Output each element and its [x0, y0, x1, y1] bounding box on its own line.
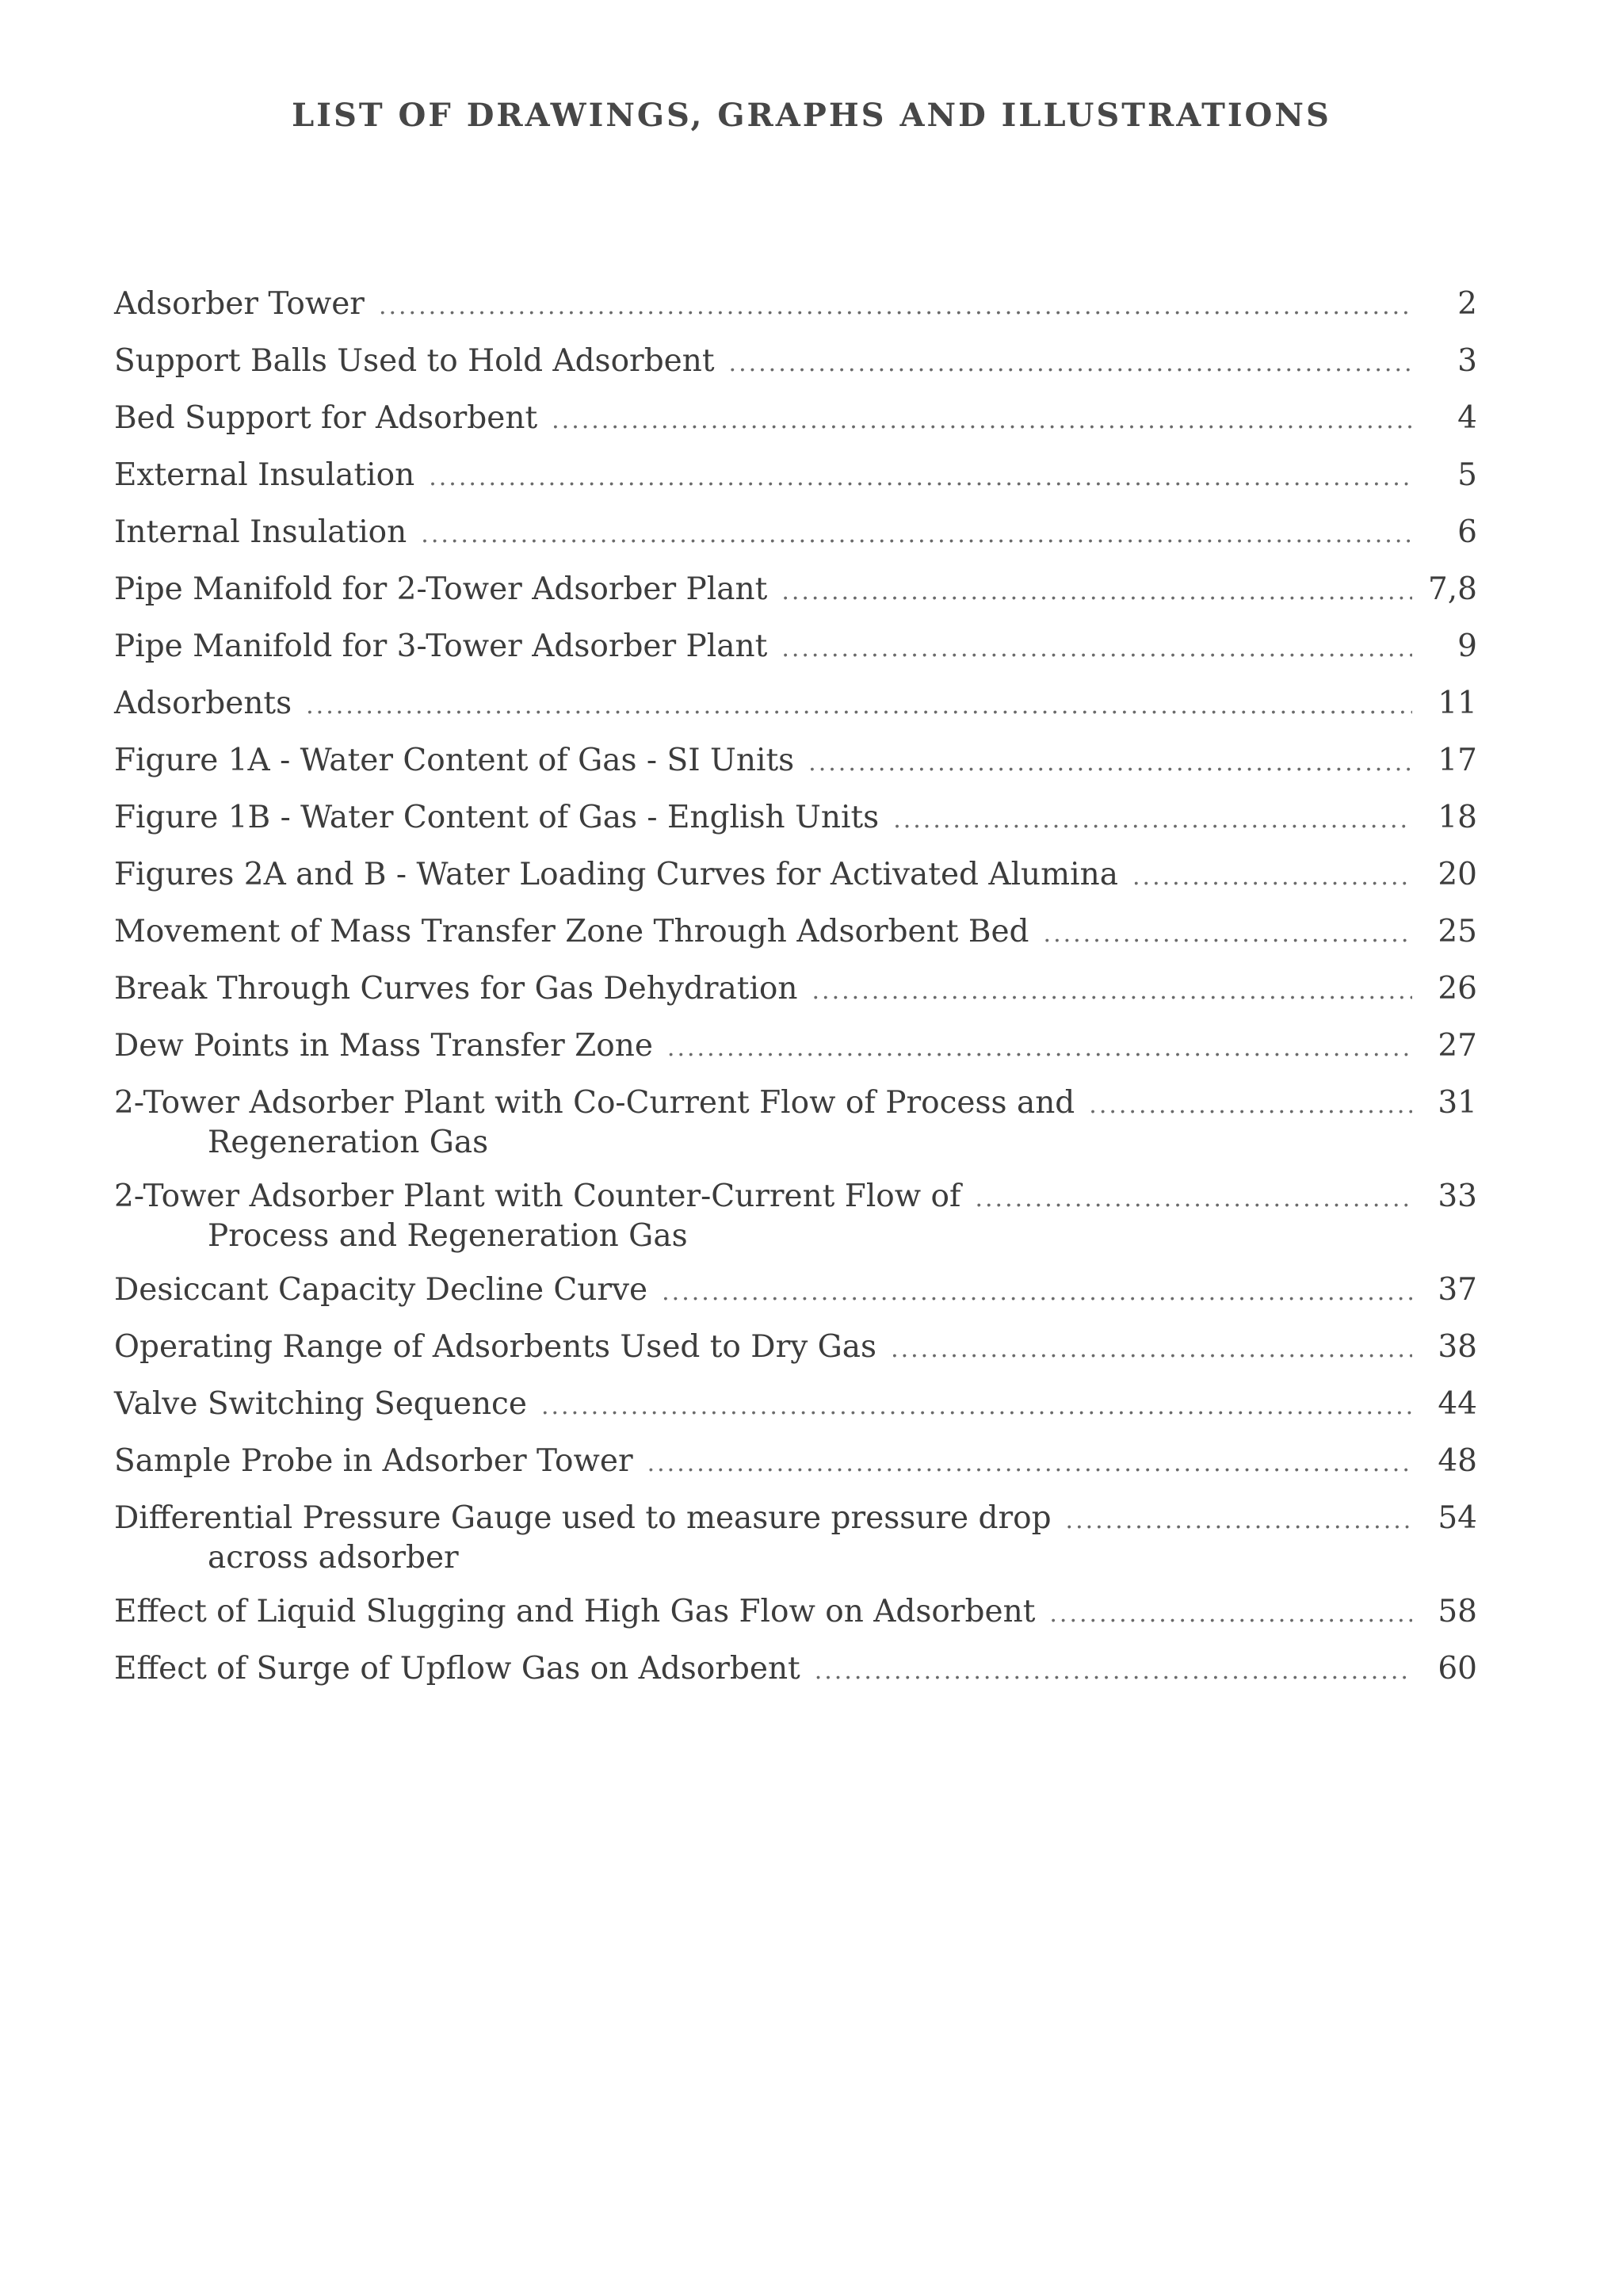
list-item-line	[114, 1028, 1477, 1064]
dot-leader	[1044, 920, 1412, 949]
list-item	[114, 286, 1477, 322]
dot-leader	[421, 521, 1412, 549]
page-number: 26	[1438, 971, 1477, 1007]
list-item	[114, 1594, 1477, 1629]
list-item-line	[114, 1500, 1477, 1536]
entry-title: Pipe Manifold for 2-Tower Adsorber Plant	[114, 571, 768, 607]
list-item	[114, 457, 1477, 493]
dot-leader	[429, 464, 1412, 492]
list-item-line	[114, 1443, 1477, 1479]
list-item	[114, 343, 1477, 379]
page-number: 4	[1457, 400, 1477, 436]
list-item-line	[114, 1594, 1477, 1629]
list-item-line	[114, 1272, 1477, 1308]
page-number: 60	[1438, 1651, 1477, 1687]
list-item-line	[114, 1386, 1477, 1422]
list-item-line	[114, 1329, 1477, 1365]
dot-leader	[1049, 1600, 1412, 1629]
page-number: 20	[1438, 857, 1477, 892]
entry-title: Movement of Mass Transfer Zone Through Adsorbent Bed	[114, 914, 1029, 949]
entry-title: Pipe Manifold for 3-Tower Adsorber Plant	[114, 628, 768, 664]
dot-leader	[306, 692, 1412, 720]
list-item-line	[114, 514, 1477, 550]
page-number: 11	[1438, 686, 1477, 721]
page-number: 31	[1438, 1085, 1477, 1121]
entry-title: Bed Support for Adsorbent	[114, 400, 538, 436]
list-item-line	[114, 971, 1477, 1007]
list-item	[114, 686, 1477, 721]
dot-leader	[781, 635, 1412, 663]
list-item-line	[114, 1651, 1477, 1687]
page-number: 33	[1438, 1179, 1477, 1214]
list-item	[114, 971, 1477, 1007]
page-number: 18	[1438, 800, 1477, 835]
list-item-line	[114, 1179, 1477, 1214]
list-item-line	[114, 914, 1477, 949]
list-item	[114, 1500, 1477, 1576]
entry-title: Valve Switching Sequence	[114, 1386, 527, 1422]
dot-leader	[812, 977, 1412, 1006]
list-item-line	[114, 286, 1477, 322]
illustrations-list	[114, 286, 1477, 1712]
entry-title: Operating Range of Adsorbents Used to Dry Gas	[114, 1329, 877, 1365]
list-item	[114, 571, 1477, 607]
dot-leader	[891, 1335, 1412, 1364]
dot-leader	[781, 578, 1412, 606]
page-number: 54	[1438, 1500, 1477, 1536]
entry-title: 2-Tower Adsorber Plant with Counter-Current Flow of	[114, 1179, 961, 1214]
list-item	[114, 914, 1477, 949]
list-item	[114, 1179, 1477, 1254]
entry-title: Effect of Liquid Slugging and High Gas Flow on Adsorbent	[114, 1594, 1036, 1629]
page-number: 2	[1457, 286, 1477, 322]
entry-title: Break Through Curves for Gas Dehydration	[114, 971, 798, 1007]
list-item	[114, 1443, 1477, 1479]
page-number: 5	[1457, 457, 1477, 493]
list-item	[114, 400, 1477, 436]
list-item	[114, 1651, 1477, 1687]
entry-title: 2-Tower Adsorber Plant with Co-Current Flow of Process and	[114, 1085, 1075, 1121]
list-item-line	[114, 457, 1477, 493]
dot-leader	[552, 407, 1412, 435]
entry-title: Differential Pressure Gauge used to measure pressure drop	[114, 1500, 1052, 1536]
dot-leader	[647, 1450, 1412, 1478]
page-number: 48	[1438, 1443, 1477, 1479]
list-item	[114, 1386, 1477, 1422]
page-title: LIST OF DRAWINGS, GRAPHS AND ILLUSTRATIONS	[292, 97, 1331, 134]
entry-title-continuation: across adsorber	[208, 1540, 459, 1576]
list-item	[114, 1028, 1477, 1064]
list-item	[114, 628, 1477, 664]
list-item-line	[114, 857, 1477, 892]
page-number: 3	[1457, 343, 1477, 379]
list-item-line	[114, 743, 1477, 778]
page-number: 6	[1457, 514, 1477, 550]
list-item	[114, 1272, 1477, 1308]
list-item-line	[114, 800, 1477, 835]
entry-title: Figures 2A and B - Water Loading Curves for Activated Alumina	[114, 857, 1118, 892]
list-item	[114, 1329, 1477, 1365]
entry-title: Figure 1A - Water Content of Gas - SI Units	[114, 743, 795, 778]
entry-title: Adsorbents	[114, 686, 292, 721]
entry-title: Figure 1B - Water Content of Gas - English Units	[114, 800, 880, 835]
list-item	[114, 857, 1477, 892]
list-item	[114, 743, 1477, 778]
page-number: 9	[1457, 628, 1477, 664]
page-number: 37	[1438, 1272, 1477, 1308]
list-item-line	[114, 628, 1477, 664]
entry-title: External Insulation	[114, 457, 415, 493]
dot-leader	[667, 1034, 1412, 1063]
dot-leader	[541, 1392, 1412, 1421]
list-item-line	[114, 343, 1477, 379]
dot-leader	[379, 292, 1412, 321]
dot-leader	[1132, 863, 1412, 892]
entry-title: Effect of Surge of Upflow Gas on Adsorbent	[114, 1651, 800, 1687]
page-number: 25	[1438, 914, 1477, 949]
list-item	[114, 1085, 1477, 1160]
list-item-line	[114, 400, 1477, 436]
entry-title: Adsorber Tower	[114, 286, 365, 322]
dot-leader	[729, 350, 1412, 378]
page-number: 7,8	[1427, 571, 1477, 607]
page-number: 58	[1438, 1594, 1477, 1629]
entry-title: Desiccant Capacity Decline Curve	[114, 1272, 648, 1308]
dot-leader	[662, 1278, 1412, 1307]
dot-leader	[893, 806, 1412, 835]
page-number: 38	[1438, 1329, 1477, 1365]
entry-title: Dew Points in Mass Transfer Zone	[114, 1028, 653, 1064]
dot-leader	[815, 1657, 1412, 1686]
list-item	[114, 800, 1477, 835]
list-item-line	[114, 571, 1477, 607]
entry-title: Internal Insulation	[114, 514, 407, 550]
dot-leader	[975, 1185, 1412, 1213]
dot-leader	[1066, 1507, 1412, 1535]
entry-title: Support Balls Used to Hold Adsorbent	[114, 343, 715, 379]
page-number: 17	[1438, 743, 1477, 778]
page-number: 27	[1438, 1028, 1477, 1064]
entry-title-continuation: Process and Regeneration Gas	[208, 1218, 688, 1254]
list-item	[114, 514, 1477, 550]
list-item-line	[114, 1085, 1477, 1121]
entry-title: Sample Probe in Adsorber Tower	[114, 1443, 633, 1479]
dot-leader	[1089, 1091, 1412, 1120]
page-number: 44	[1438, 1386, 1477, 1422]
list-item-line	[114, 686, 1477, 721]
dot-leader	[808, 749, 1412, 777]
entry-title-continuation: Regeneration Gas	[208, 1125, 489, 1160]
